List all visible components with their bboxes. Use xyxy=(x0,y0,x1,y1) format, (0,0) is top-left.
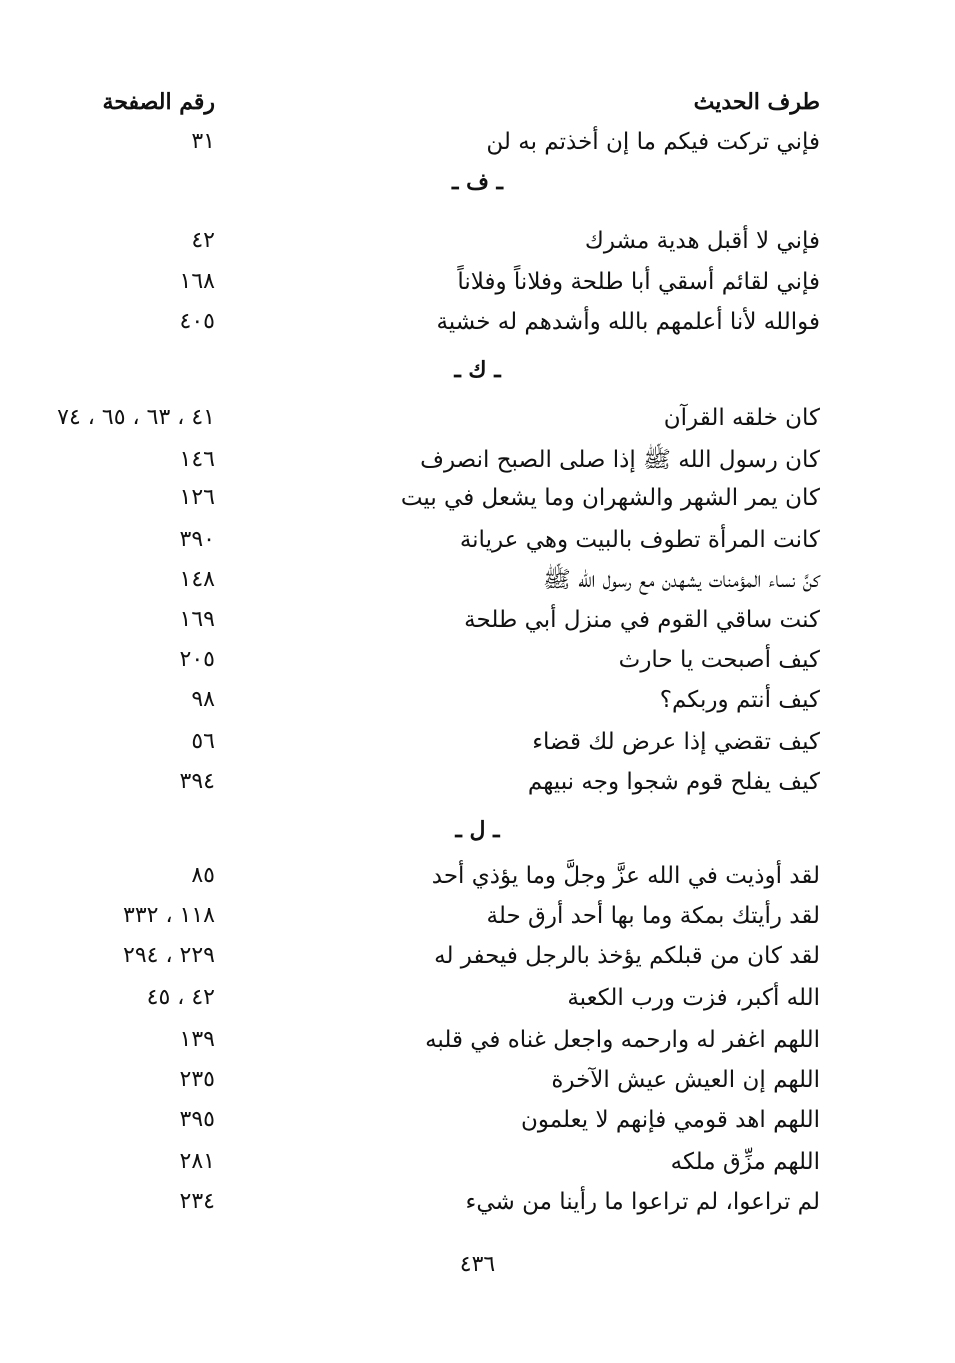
page-reference: ٤٢ xyxy=(191,228,215,253)
section-letter: ـ ل ـ xyxy=(455,817,500,843)
page-reference: ٢٠٥ xyxy=(179,647,215,672)
hadith-phrase: لقد كان من قبلكم يؤخذ بالرجل فيحفر له xyxy=(434,943,820,969)
hadith-phrase: اللهم إن العيش عيش الآخرة xyxy=(551,1067,820,1093)
section-letter-heading xyxy=(0,810,955,850)
section-letter: ـ ك ـ xyxy=(454,357,501,383)
index-entry-row xyxy=(0,1020,955,1060)
index-entry-row xyxy=(0,600,955,640)
index-entry-row xyxy=(0,722,955,762)
index-entry-row xyxy=(0,936,955,976)
page-reference: ٢٨١ xyxy=(179,1149,215,1174)
hadith-phrase: فإني لقائم أسقي أبا طلحة وفلاناً وفلاناً xyxy=(457,269,820,295)
hadith-column-header: طرف الحديث xyxy=(693,89,820,115)
hadith-phrase: كان رسول الله ﷺ إذا صلى الصبح انصرف xyxy=(420,447,820,473)
page-reference: ١٦٨ xyxy=(179,269,215,294)
page-reference: ٣١ xyxy=(191,129,215,154)
page-reference: ١٣٩ xyxy=(179,1027,215,1052)
section-letter-heading xyxy=(0,350,955,390)
page-reference: ٢٢٩ ، ٢٩٤ xyxy=(123,943,215,968)
page-reference: ٢٣٥ xyxy=(179,1067,215,1092)
index-entry-row xyxy=(0,398,955,438)
hadith-phrase: كيف أنتم وربكم؟ xyxy=(659,687,820,713)
page-reference: ٤٢ ، ٤٥ xyxy=(146,985,215,1010)
index-entry-row xyxy=(0,1100,955,1140)
page-reference: ٣٩٠ xyxy=(179,527,215,552)
page-number: ٤٣٦ xyxy=(459,1252,496,1277)
hadith-phrase: كيف تقضي إذا عرض لك قضاء xyxy=(532,729,820,755)
index-entry-row xyxy=(0,440,955,480)
page-reference: ٣٩٥ xyxy=(179,1107,215,1132)
index-entry-row xyxy=(0,680,955,720)
index-entry-row xyxy=(0,122,955,162)
page-reference: ٣٩٤ xyxy=(179,769,215,794)
page-reference: ٩٨ xyxy=(191,687,215,712)
page-reference: ٤١ ، ٦٣ ، ٦٥ ، ٧٤ xyxy=(57,405,215,430)
index-entry-row xyxy=(0,640,955,680)
hadith-phrase: اللهم اغفر له وارحمه واجعل غناه في قلبه xyxy=(425,1027,820,1053)
hadith-phrase: لقد أوذيت في الله عزَّ وجلَّ وما يؤذي أحد xyxy=(431,863,820,889)
hadith-phrase: كيف يفلح قوم شجوا وجه نبيهم xyxy=(527,769,820,795)
index-entry-row xyxy=(0,856,955,896)
hadith-phrase: فإني لا أقبل هدية مشرك xyxy=(584,228,820,254)
hadith-phrase: كان يمر الشهر والشهران وما يشعل في بيت xyxy=(400,485,820,511)
index-entry-row xyxy=(0,1060,955,1100)
page-reference: ١٢٦ xyxy=(179,485,215,510)
index-entry-row xyxy=(0,1142,955,1182)
hadith-phrase: اللهم اهد قومي فإنهم لا يعلمون xyxy=(520,1107,820,1133)
hadith-phrase: كيف أصبحت يا حارث xyxy=(618,647,820,673)
hadith-phrase: كنَّ نساء المؤمنات يشهدن مع رسول الله ﷺ xyxy=(543,567,820,593)
hadith-phrase: فوالله لأنا أعلمهم بالله وأشدهم له خشية xyxy=(436,309,820,335)
index-entry-row xyxy=(0,221,955,261)
section-letter: ـ ف ـ xyxy=(451,169,503,195)
hadith-phrase: اللهم مزِّق ملكه xyxy=(670,1149,820,1175)
hadith-phrase: لقد رأيتك بمكة وما بها أحد أرق حلة xyxy=(486,903,820,929)
page-reference: ١٤٦ xyxy=(179,447,215,472)
page-reference: ٥٦ xyxy=(191,729,215,754)
index-entry-row xyxy=(0,762,955,802)
hadith-phrase: لم تراعوا، لم تراعوا ما رأينا من شيء xyxy=(465,1189,820,1215)
index-entry-row xyxy=(0,560,955,600)
section-letter-heading xyxy=(0,162,955,202)
page-reference: ٢٣٤ xyxy=(179,1189,215,1214)
index-entry-row xyxy=(0,262,955,302)
page-reference: ١١٨ ، ٣٣٢ xyxy=(123,903,215,928)
page-reference: ٨٥ xyxy=(191,863,215,888)
index-entry-row xyxy=(0,302,955,342)
page-reference: ٤٠٥ xyxy=(179,309,215,334)
index-entry-row xyxy=(0,896,955,936)
page-reference: ١٤٨ xyxy=(179,567,215,592)
index-entry-row xyxy=(0,520,955,560)
hadith-phrase: كانت المرأة تطوف بالبيت وهي عريانة xyxy=(459,527,820,553)
hadith-phrase: كنت ساقي القوم في منزل أبي طلحة xyxy=(464,607,820,633)
hadith-phrase: كان خلقه القرآن xyxy=(663,405,820,431)
hadith-phrase: فإني تركت فيكم ما إن أخذتم به لن xyxy=(486,129,820,155)
index-entry-row xyxy=(0,478,955,518)
hadith-phrase: الله أكبر، فزت ورب الكعبة xyxy=(567,985,820,1011)
page-reference: ١٦٩ xyxy=(179,607,215,632)
index-entry-row xyxy=(0,1182,955,1222)
page-column-header: رقم الصفحة xyxy=(102,89,215,115)
column-header-row xyxy=(0,82,955,122)
index-entry-row xyxy=(0,978,955,1018)
